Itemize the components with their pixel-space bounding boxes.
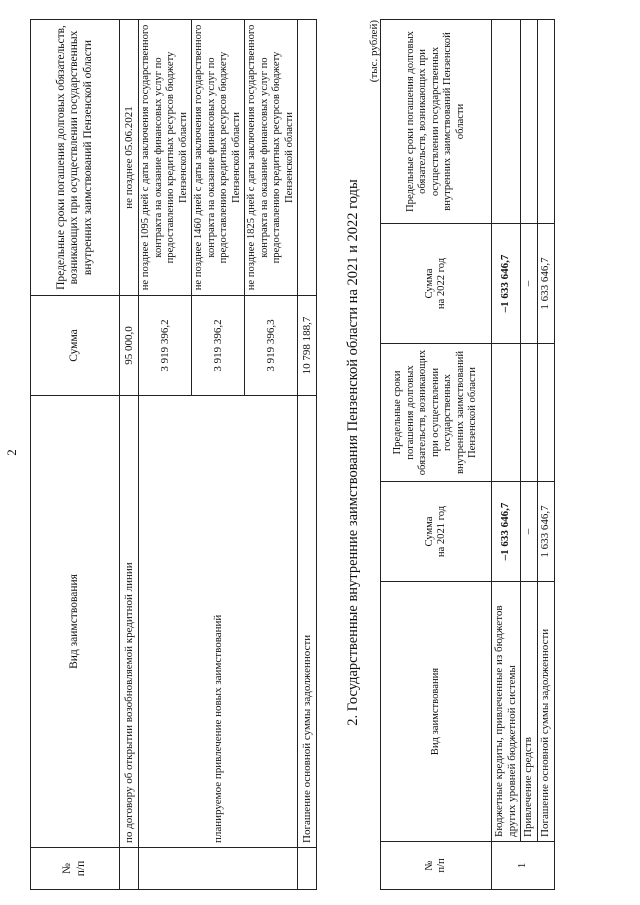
cell-no [120,848,139,890]
col-header-kind: Вид заимствования [381,582,492,842]
cell-sum: 95 000,0 [120,296,139,396]
cell-terms-2022 [537,20,554,224]
cell-sum-2021: – [520,482,537,582]
cell-sum: 10 798 188,7 [298,296,317,396]
cell-terms-2021 [537,344,554,482]
cell-kind: Погашение основной суммы задолженности [537,582,554,842]
section-title: 2. Государственные внутренние заимствования Пензенской области на 2021 и 2022 годы [345,179,361,726]
cell-sum-2022: 1 633 646,7 [537,224,554,344]
cell-sum: 3 919 396,2 [192,296,245,396]
cell-terms-2021 [520,344,537,482]
cell-sum-2022: –1 633 646,7 [492,224,521,344]
col-header-sum-2021: Сумма на 2021 год [381,482,492,582]
cell-sum-2021: –1 633 646,7 [492,482,521,582]
table-row [537,20,554,890]
cell-terms-2022 [492,20,521,224]
col-header-terms-2021: Предельные сроки погашения долговых обязательств, возникающих при осуществлении государственных внутренних заимствований Пензенской области [381,344,492,482]
cell-sum: 3 919 396,2 [139,296,192,396]
col-header-no: № п/п [31,848,120,890]
col-header-terms-2022: Предельные сроки погашения долговых обязательств, возникающих при осуществлении государственных внутренних заимствований Пензенской области [381,20,492,224]
cell-sum-2021: 1 633 646,7 [537,482,554,582]
cell-terms: не позднее 1095 дней с даты заключения государственного контракта на оказание финансовых услуг по предоставлению кредитных ресурсов бюджету Пензенской области [139,20,192,296]
col-header-terms: Предельные сроки погашения долговых обязательств, возникающих при осуществлении государственных внутренних заимствований Пензенской области [31,20,120,296]
cell-kind: Погашение основной суммы задолженности [298,396,317,848]
cell-terms [298,20,317,296]
cell-no [298,848,317,890]
table-row [120,20,139,890]
col-header-no: № п/п [381,842,492,890]
table-header-row [31,20,120,890]
cell-terms-2021 [492,344,521,482]
table-row [492,20,521,890]
borrowings-table-2021-2022 [380,19,555,890]
cell-sum-2022: – [520,224,537,344]
col-header-sum-2022: Сумма на 2022 год [381,224,492,344]
col-header-kind: Вид заимствования [31,396,120,848]
cell-terms: не позднее 1460 дней с даты заключения государственного контракта на оказание финансовых услуг по предоставлению кредитных ресурсов бюджету Пензенской области [192,20,245,296]
cell-kind: Привлечение средств [520,582,537,842]
table-header-row [381,20,492,890]
cell-sum: 3 919 396,3 [245,296,298,396]
cell-no [139,848,298,890]
cell-kind: по договору об открытии возобновляемой кредитной линии [120,396,139,848]
cell-no: 1 [492,842,555,890]
table-row [298,20,317,890]
table-row [139,20,192,890]
page-number: 2 [4,449,19,456]
cell-kind: планируемое привлечение новых заимствований [139,396,298,848]
unit-label: (тыс. рублей) [368,20,380,83]
cell-terms: не позднее 1825 дней с даты заключения государственного контракта на оказание финансовых услуг по предоставлению кредитных ресурсов бюджету Пензенской области [245,20,298,296]
col-header-sum: Сумма [31,296,120,396]
cell-kind: Бюджетные кредиты, привлеченные из бюджетов других уровней бюджетной системы [492,582,521,842]
table-row [520,20,537,890]
cell-terms: не позднее 05.06.2021 [120,20,139,296]
borrowings-table-2020 [30,19,317,890]
cell-terms-2022 [520,20,537,224]
